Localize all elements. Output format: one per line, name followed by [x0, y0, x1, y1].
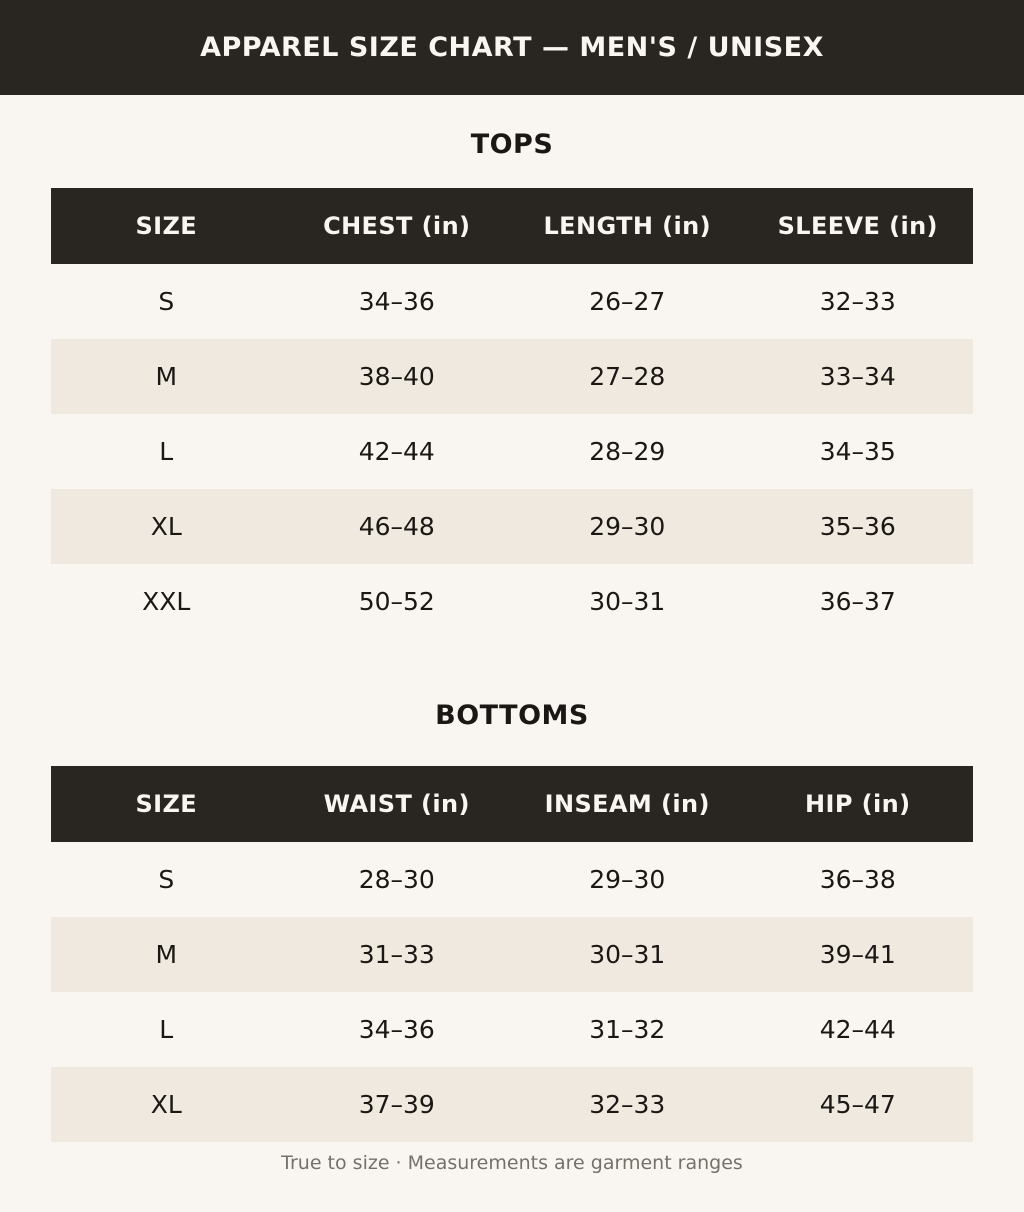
section-spacer	[0, 639, 1024, 673]
tops-col-sleeve: SLEEVE (in)	[777, 212, 938, 240]
table-cell: 38–40	[358, 362, 435, 391]
table-cell: 32–33	[819, 287, 896, 316]
tops-section-title: TOPS	[470, 129, 554, 160]
table-cell: 37–39	[358, 1090, 435, 1119]
tops-col-size: SIZE	[135, 212, 198, 240]
table-cell: 36–37	[819, 587, 896, 616]
table-cell: S	[158, 287, 175, 316]
table-cell: 39–41	[819, 940, 896, 969]
table-cell: XXL	[142, 587, 191, 616]
table-cell: 34–35	[819, 437, 896, 466]
table-cell: 28–29	[589, 437, 666, 466]
table-cell: 33–34	[819, 362, 896, 391]
table-cell: XL	[150, 512, 182, 541]
table-cell: S	[158, 865, 175, 894]
table-cell: 32–33	[589, 1090, 666, 1119]
table-cell: 36–38	[819, 865, 896, 894]
table-cell: 35–36	[819, 512, 896, 541]
table-cell: M	[155, 362, 178, 391]
table-cell: 29–30	[589, 865, 666, 894]
table-cell: 42–44	[819, 1015, 896, 1044]
table-row	[51, 414, 973, 489]
page-header	[0, 0, 1024, 95]
table-cell: 31–33	[358, 940, 435, 969]
tops-col-chest: CHEST (in)	[323, 212, 471, 240]
table-row	[51, 339, 973, 414]
table-cell: 30–31	[589, 940, 666, 969]
footer-note: True to size · Measurements are garment ranges	[281, 1152, 743, 1174]
table-row	[51, 1067, 973, 1142]
table-cell: 31–32	[589, 1015, 666, 1044]
table-cell: 30–31	[589, 587, 666, 616]
table-cell: XL	[150, 1090, 182, 1119]
table-row	[51, 564, 973, 639]
table-row	[51, 917, 973, 992]
bottoms-col-inseam: INSEAM (in)	[544, 790, 710, 818]
table-row	[51, 842, 973, 917]
bottoms-col-waist: WAIST (in)	[323, 790, 470, 818]
table-cell: L	[159, 437, 174, 466]
table-cell: 42–44	[358, 437, 435, 466]
table-row	[51, 489, 973, 564]
page-title: APPAREL SIZE CHART — MEN'S / UNISEX	[200, 32, 824, 63]
table-cell: 29–30	[589, 512, 666, 541]
table-cell: 46–48	[358, 512, 435, 541]
table-cell: 34–36	[358, 287, 435, 316]
table-row	[51, 992, 973, 1067]
bottoms-section-title: BOTTOMS	[435, 700, 589, 731]
tops-col-length: LENGTH (in)	[543, 212, 711, 240]
table-row	[51, 264, 973, 339]
tops-header-row	[51, 188, 973, 264]
bottoms-col-hip: HIP (in)	[805, 790, 911, 818]
bottoms-table	[51, 766, 973, 1142]
table-cell: L	[159, 1015, 174, 1044]
bottoms-col-size: SIZE	[135, 790, 198, 818]
table-cell: 27–28	[589, 362, 666, 391]
bottoms-header-row	[51, 766, 973, 842]
table-cell: 45–47	[819, 1090, 896, 1119]
table-cell: 26–27	[589, 287, 666, 316]
table-cell: 28–30	[358, 865, 435, 894]
table-cell: M	[155, 940, 178, 969]
tops-table	[51, 188, 973, 639]
table-cell: 34–36	[358, 1015, 435, 1044]
table-cell: 50–52	[358, 587, 435, 616]
